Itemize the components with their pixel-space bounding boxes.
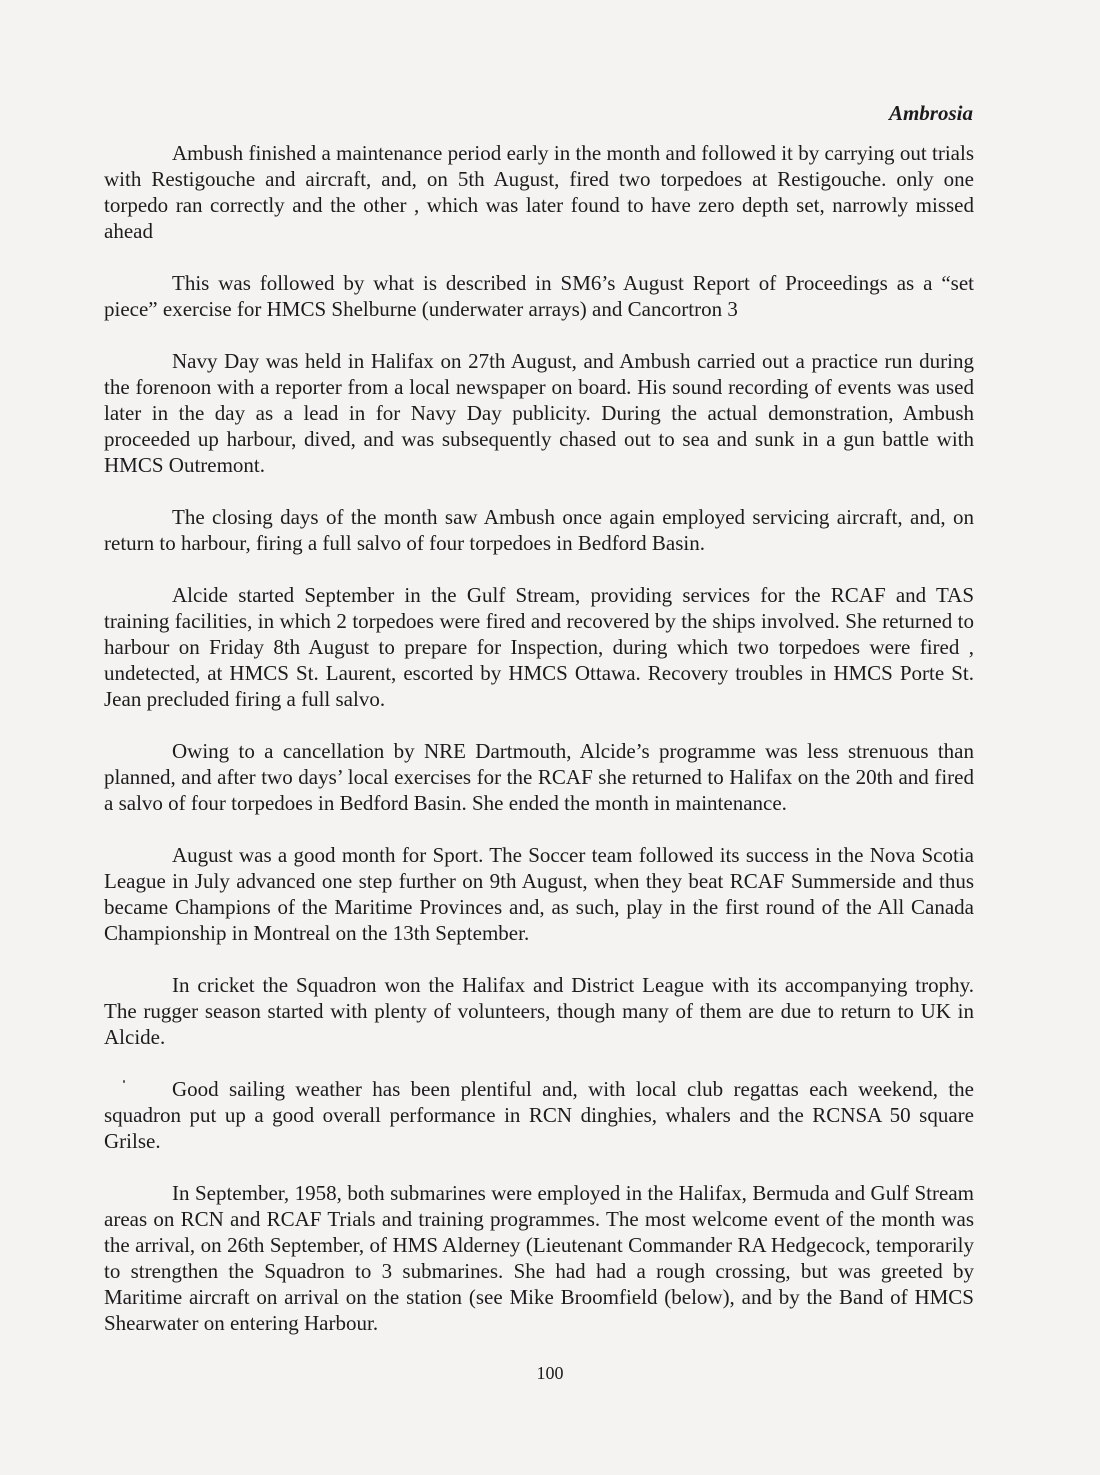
paragraph: In September, 1958, both submarines were employed in the Halifax, Bermuda and Gulf Stream areas on RCN and RCAF Trials and training programmes. The most welcome event of the month was the arrival, on 26th September, of HMS Alderney (Lieutenant Commander RA Hedgecock, temporarily to strengthen the Squadron to 3 submarines. She had had a rough crossing, but was greeted by Maritime aircraft on arrival on the station (see Mike Broomfield (below), and by the Band of HMCS Shearwater on entering Harbour. [104, 1181, 974, 1335]
scan-speck [123, 1080, 125, 1083]
body-text [104, 140, 974, 1362]
paragraph: In cricket the Squadron won the Halifax and District League with its accompanying trophy. The rugger season started with plenty of volunteers, though many of them are due to return to UK in Alcide. [104, 973, 974, 1049]
paragraph: This was followed by what is described in SM6’s August Report of Proceedings as a “set piece” exercise for HMCS Shelburne (underwater arrays) and Cancortron 3 [104, 271, 974, 321]
paragraph: Alcide started September in the Gulf Stream, providing services for the RCAF and TAS training facilities, in which 2 torpedoes were fired and recovered by the ships involved. She returned to harbour on Friday 8th August to prepare for Inspection, during which two torpedoes were fired , undetected, at HMCS St. Laurent, escorted by HMCS Ottawa. Recovery troubles in HMCS Porte St. Jean precluded firing a full salvo. [104, 583, 974, 711]
paragraph: The closing days of the month saw Ambush once again employed servicing aircraft, and, on return to harbour, firing a full salvo of four torpedoes in Bedford Basin. [104, 505, 974, 555]
running-title: Ambrosia [888, 101, 973, 125]
paragraph: Owing to a cancellation by NRE Dartmouth, Alcide’s programme was less strenuous than planned, and after two days’ local exercises for the RCAF she returned to Halifax on the 20th and fired a salvo of four torpedoes in Bedford Basin. She ended the month in maintenance. [104, 739, 974, 815]
page-number: 100 [536, 1363, 564, 1383]
paragraph: Ambush finished a maintenance period early in the month and followed it by carrying out trials with Restigouche and aircraft, and, on 5th August, fired two torpedoes at Restigouche. only one torpedo ran correctly and the other , which was later found to have zero depth set, narrowly missed ahead [104, 141, 974, 243]
paragraph: August was a good month for Sport. The Soccer team followed its success in the Nova Scotia League in July advanced one step further on 9th August, when they beat RCAF Summerside and thus became Champions of the Maritime Provinces and, as such, play in the first round of the All Canada Championship in Montreal on the 13th September. [104, 843, 974, 945]
paragraph: Navy Day was held in Halifax on 27th August, and Ambush carried out a practice run during the forenoon with a reporter from a local newspaper on board. His sound recording of events was used later in the day as a lead in for Navy Day publicity. During the actual demonstration, Ambush proceeded up harbour, dived, and was subsequently chased out to sea and sunk in a gun battle with HMCS Outremont. [104, 349, 974, 477]
paragraph: Good sailing weather has been plentiful and, with local club regattas each weekend, the squadron put up a good overall performance in RCN dinghies, whalers and the RCNSA 50 square Grilse. [104, 1077, 974, 1153]
